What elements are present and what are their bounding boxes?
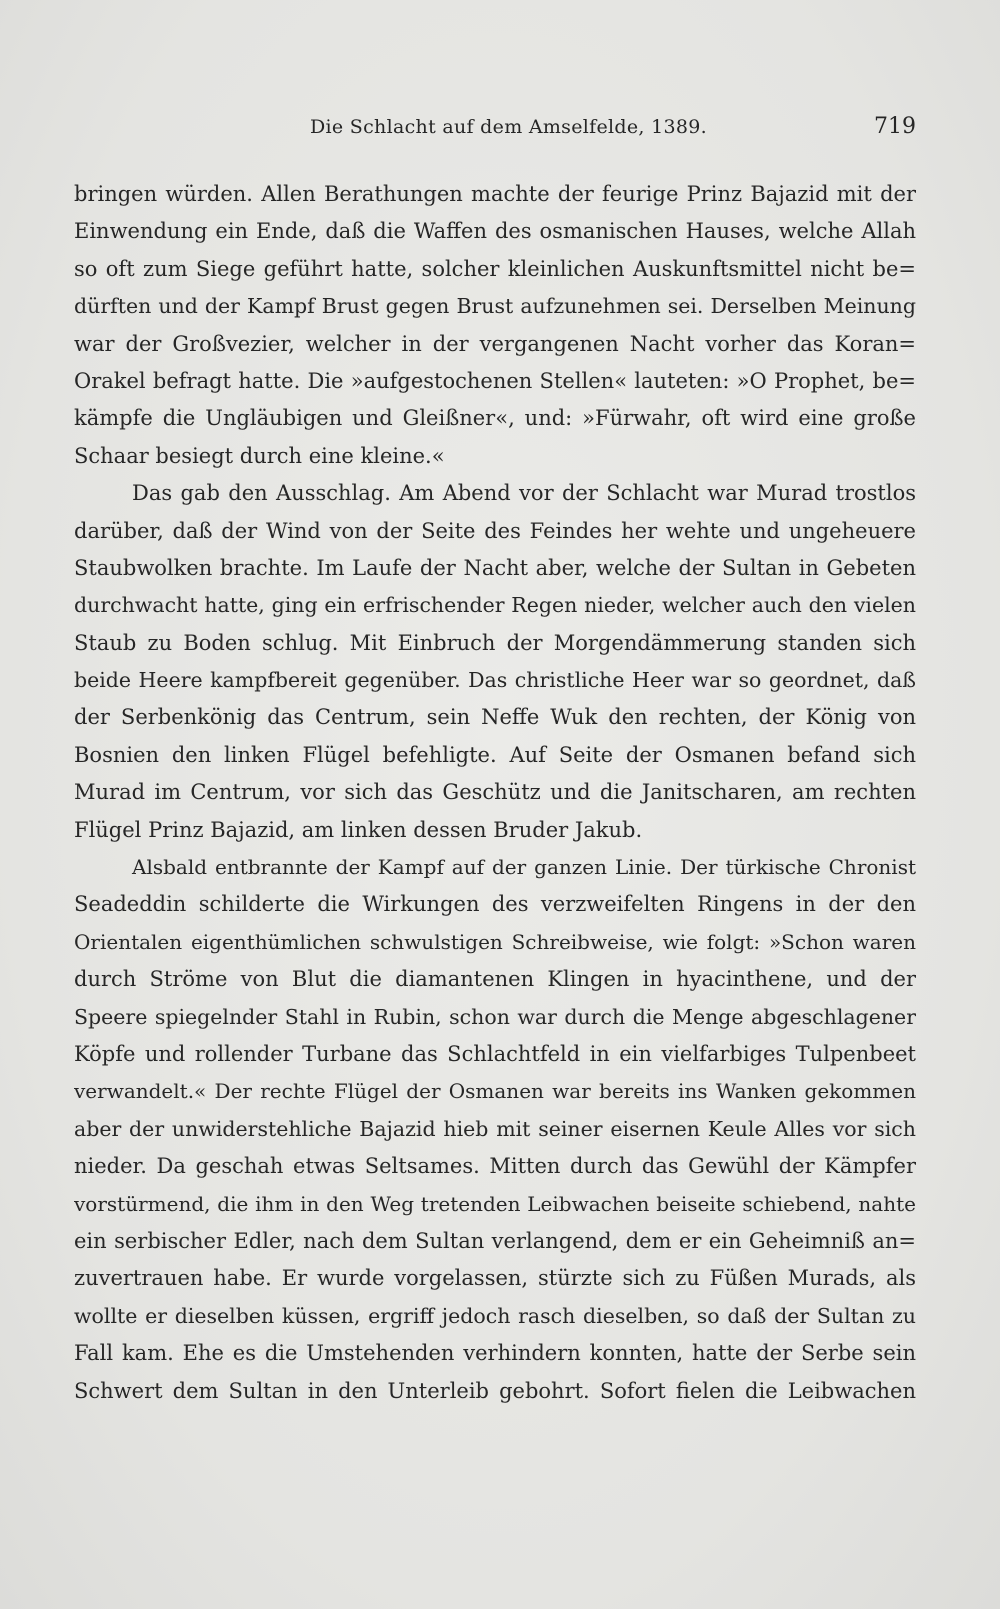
- text-line: Orakel befragt hatte. Die »aufgestochenen Stellen« lauteten: »O Prophet, be=: [74, 368, 916, 393]
- text-line: so oft zum Siege geführt hatte, solcher kleinlichen Auskunftsmittel nicht be=: [74, 256, 916, 281]
- text-line: bringen würden. Allen Berathungen machte der feurige Prinz Bajazid mit der: [74, 182, 916, 206]
- text-line: dürften und der Kampf Brust gegen Brust aufzunehmen sei. Derselben Meinung: [74, 294, 916, 319]
- text-line: Einwendung ein Ende, daß die Waffen des osmanischen Hauses, welche Allah: [74, 219, 916, 244]
- text-line: vorstürmend, die ihm in den Weg tretenden Leibwachen beiseite schiebend, nahte: [74, 1191, 916, 1216]
- text-line: Staubwolken brachte. Im Laufe der Nacht aber, welche der Sultan in Gebeten: [74, 555, 916, 580]
- page-header: [74, 112, 916, 146]
- text-line: kämpfe die Ungläubigen und Gleißner«, und: »Fürwahr, oft wird eine große: [74, 406, 916, 431]
- text-line: Schwert dem Sultan in den Unterleib gebohrt. Sofort fielen die Leibwachen: [74, 1378, 916, 1403]
- text-line: beide Heere kampfbereit gegenüber. Das christliche Heer war so geordnet, daß: [74, 668, 916, 693]
- text-line: nieder. Da geschah etwas Seltsames. Mitten durch das Gewühl der Kämpfer: [74, 1154, 916, 1179]
- text-line: darüber, daß der Wind von der Seite des Feindes her wehte und ungeheuere: [74, 518, 916, 543]
- text-line: Murad im Centrum, vor sich das Geschütz und die Janitscharen, am rechten: [74, 780, 916, 805]
- body-text: [74, 176, 916, 1410]
- text-line: Fall kam. Ehe es die Umstehenden verhindern konnten, hatte der Serbe sein: [74, 1341, 916, 1366]
- text-line: zuvertrauen habe. Er wurde vorgelassen, stürzte sich zu Füßen Murads, als: [74, 1266, 916, 1291]
- text-line: ein serbischer Edler, nach dem Sultan verlangend, dem er ein Geheimniß an=: [74, 1228, 916, 1253]
- text-line: Flügel Prinz Bajazid, am linken dessen Bruder Jakub.: [74, 817, 643, 842]
- text-line: verwandelt.« Der rechte Flügel der Osmanen war bereits ins Wanken gekommen: [74, 1079, 916, 1104]
- paragraph-start-line: Alsbald entbrannte der Kampf auf der ganzen Linie. Der türkische Chronist: [132, 855, 916, 880]
- text-line: Staub zu Boden schlug. Mit Einbruch der Morgendämmerung standen sich: [74, 630, 916, 655]
- text-line: Bosnien den linken Flügel befehligte. Auf Seite der Osmanen befand sich: [74, 742, 916, 767]
- text-line: der Serbenkönig das Centrum, sein Neffe Wuk den rechten, der König von: [74, 705, 916, 730]
- text-line: wollte er dieselben küssen, ergriff jedoch rasch dieselben, so daß der Sultan zu: [74, 1303, 916, 1328]
- text-line: war der Großvezier, welcher in der vergangenen Nacht vorher das Koran=: [74, 331, 916, 356]
- text-line: Orientalen eigenthümlichen schwulstigen Schreibweise, wie folgt: »Schon waren: [74, 929, 916, 954]
- text-line: Schaar besiegt durch eine kleine.«: [74, 443, 445, 468]
- page-number: 719: [874, 114, 916, 139]
- text-line: durchwacht hatte, ging ein erfrischender Regen nieder, welcher auch den vielen: [74, 593, 916, 618]
- text-line: Seadeddin schilderte die Wirkungen des verzweifelten Ringens in der den: [74, 892, 916, 917]
- text-line: Speere spiegelnder Stahl in Rubin, schon war durch die Menge abgeschlagener: [74, 1004, 916, 1029]
- paragraph-start-line: Das gab den Ausschlag. Am Abend vor der Schlacht war Murad trostlos: [132, 481, 916, 506]
- text-line: durch Ströme von Blut die diamantenen Klingen in hyacinthene, und der: [74, 967, 916, 992]
- running-title: Die Schlacht auf dem Amselfelde, 1389.: [310, 116, 707, 138]
- text-line: aber der unwiderstehliche Bajazid hieb mit seiner eisernen Keule Alles vor sich: [74, 1116, 916, 1141]
- text-line: Köpfe und rollender Turbane das Schlachtfeld in ein vielfarbiges Tulpenbeet: [74, 1041, 916, 1066]
